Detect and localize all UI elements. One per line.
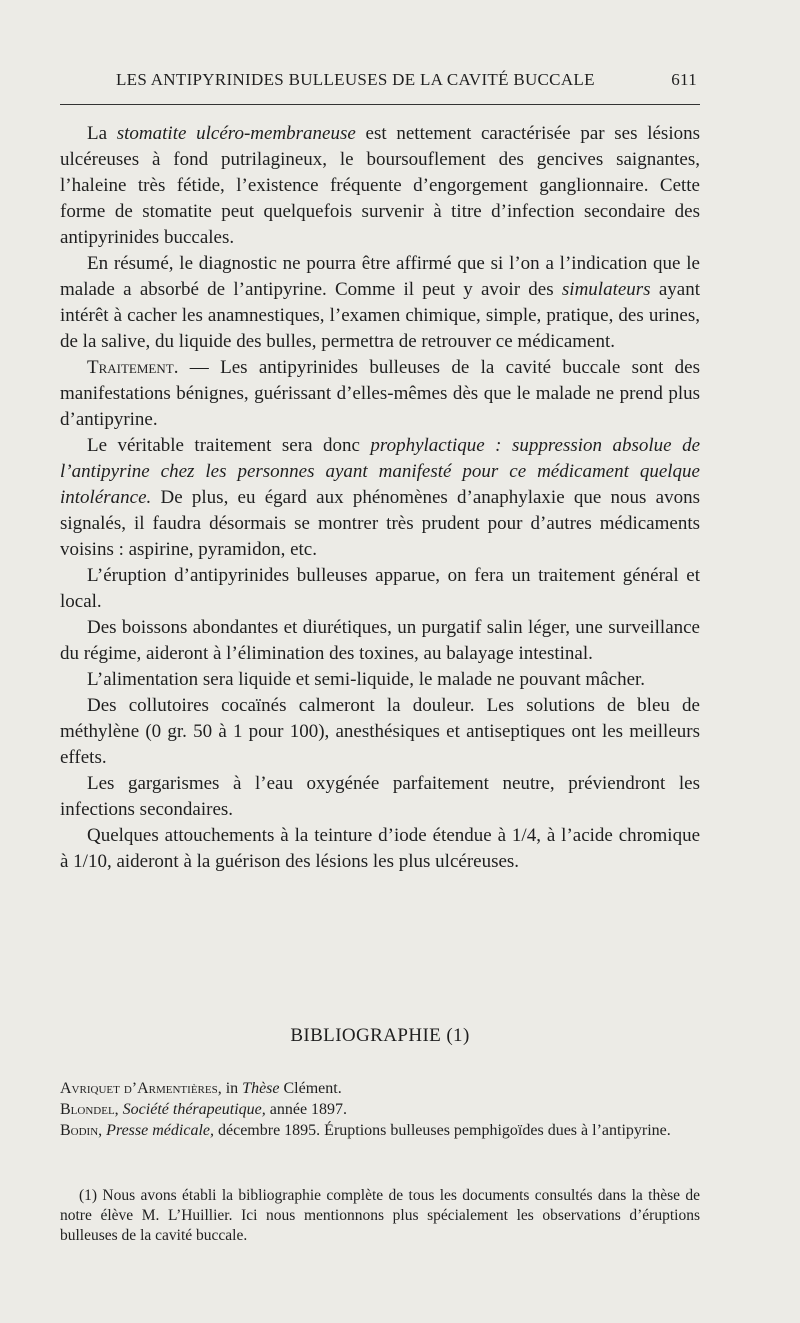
reference: Blondel, Société thérapeutique, année 1897. bbox=[60, 1101, 348, 1118]
emphasis: simulateurs bbox=[561, 279, 651, 300]
paragraph: L’alimentation sera liquide et semi-liquide, le malade ne pouvant mâcher. bbox=[87, 669, 646, 690]
paragraph: Des boissons abondantes et diurétiques, un purgatif salin léger, une surveillance du régime, aideront à l’élimination des toxines, au balayage intestinal. bbox=[60, 617, 700, 664]
paragraph: L’éruption d’antipyrinides bulleuses apparue, on fera un traitement général et local. bbox=[60, 565, 700, 612]
bibliography-title: BIBLIOGRAPHIE (1) bbox=[290, 1025, 470, 1046]
page-number: 611 bbox=[671, 70, 697, 89]
section-label: Traitement. bbox=[87, 357, 179, 378]
reference-author: Bodin, bbox=[60, 1122, 103, 1139]
paragraph: Quelques attouchements à la teinture d’iode étendue à 1/4, à l’acide chromique à 1/10, aideront à la guérison des lésions les plus ulcéreuses. bbox=[60, 825, 700, 872]
running-head-title: LES ANTIPYRINIDES BULLEUSES DE LA CAVITÉ BUCCALE bbox=[116, 70, 595, 89]
paragraph: Des collutoires cocaïnés calmeront la douleur. Les solutions de bleu de méthylène (0 gr. 50 à 1 pour 100), anesthésiques et antiseptiques ont les meilleurs effets. bbox=[60, 695, 700, 768]
paragraph: En résumé, le diagnostic ne pourra être affirmé que si l’on a l’indication que le malade a absorbé de l’antipyrine. Comme il peut y avoir des simulateurs ayant intérêt à cacher les anamnestiques, l’examen chimique, simple, pratique, des urines, de la salive, du liquide des bulles, permettra de retrouver ce médicament. bbox=[60, 253, 700, 352]
paragraph: Les gargarismes à l’eau oxygénée parfaitement neutre, préviendront les infections secondaires. bbox=[60, 773, 700, 820]
reference: Bodin, Presse médicale, décembre 1895. Éruptions bulleuses pemphigoïdes dues à l’antipyrine. bbox=[60, 1122, 671, 1139]
paragraph: La stomatite ulcéro-membraneuse est nettement caractérisée par ses lésions ulcéreuses à fond putrilagineux, le boursouflement des gencives saignantes, l’haleine très fétide, l’existence fréquente d’engorgement ganglionnaire. Cette forme de stomatite peut quelquefois survenir à titre d’infection secondaire des antipyrinides buccales. bbox=[60, 123, 701, 248]
emphasis: stomatite ulcéro-membraneuse bbox=[116, 123, 356, 144]
footnote-text: (1) Nous avons établi la bibliographie complète de tous les documents consultés dans la thèse de notre élève M. L’Huillier. Ici nous mentionnons plus spécialement les observations d’éruptions bulleuses de la cavité buccale. bbox=[60, 1187, 700, 1244]
header-rule bbox=[60, 104, 700, 105]
reference: Avriquet d’Armentières, in Thèse Clément. bbox=[60, 1080, 342, 1097]
reference-author: Blondel, bbox=[60, 1101, 119, 1118]
paragraph: Le véritable traitement sera donc prophylactique : suppression absolue de l’antipyrine chez les personnes ayant manifesté pour ce médicament quelque intolérance. De plus, eu égard aux phénomènes d’anaphylaxie que nous avons signalés, il faudra désormais se montrer très prudent pour d’autres médicaments voisins : aspirine, pyramidon, etc. bbox=[60, 435, 701, 560]
paragraph-treatment: Traitement. — Les antipyrinides bulleuses de la cavité buccale sont des manifestations bénignes, guérissant d’elles-mêmes dès que le malade ne prend plus d’antipyrine. bbox=[60, 357, 700, 430]
body-text bbox=[60, 121, 700, 875]
footnote bbox=[60, 1186, 700, 1246]
emphasis: prophylactique : suppression absolue de l’antipyrine chez les personnes ayant manifesté pour ce médicament quelque intolérance. bbox=[60, 435, 701, 508]
reference-author: Avriquet d’Armentières, bbox=[60, 1080, 222, 1097]
bibliography-list bbox=[60, 1078, 700, 1141]
